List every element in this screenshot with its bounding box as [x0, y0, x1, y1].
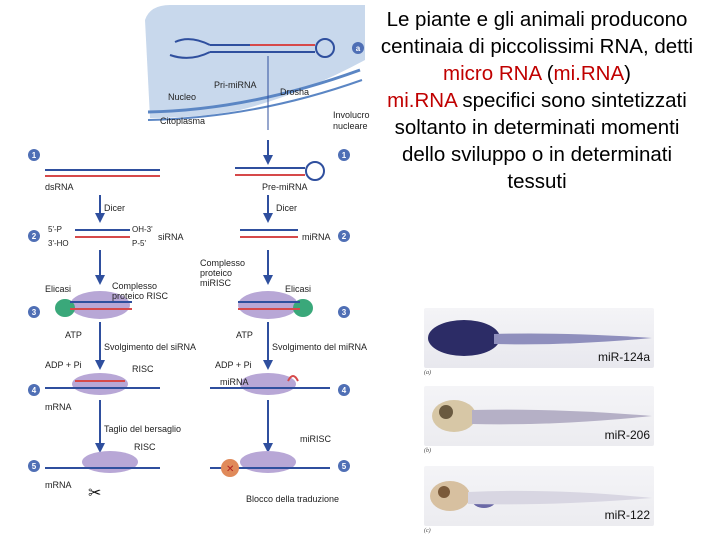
complesso-right-3: miRISC	[200, 278, 231, 288]
right-step-markers	[338, 149, 350, 472]
pre-mirna-label: Pre-miRNA	[262, 182, 308, 192]
mrna-left-4-label: mRNA	[45, 402, 72, 412]
mirisc-right-label: miRISC	[300, 434, 331, 444]
scissors-icon: ✂	[88, 485, 102, 502]
svg-text:4: 4	[341, 386, 347, 395]
embryo-photo-mir-206	[424, 386, 654, 446]
citoplasma-label: Citoplasma	[160, 116, 206, 126]
involucro-label-1: Involucro	[333, 110, 370, 120]
drosha-label: Drosha	[280, 87, 310, 97]
text-red-micro-rna: micro RNA	[443, 62, 541, 85]
atp-right-label: ATP	[236, 330, 253, 340]
adp-left-label: ADP + Pi	[45, 360, 82, 370]
blocco-label: Blocco della traduzione	[246, 494, 340, 504]
photo-label-a: miR-124a	[597, 350, 650, 364]
complesso-right-2: proteico	[200, 268, 233, 278]
photo-label-b: miR-206	[604, 428, 650, 442]
mirna-right-label: miRNA	[220, 377, 249, 387]
description-text	[372, 6, 702, 195]
svg-text:1: 1	[341, 151, 347, 160]
oh3-label: OH-3'	[132, 225, 153, 234]
dicer-right-label: Dicer	[276, 203, 298, 213]
mirna-duplex-label: miRNA	[302, 232, 331, 242]
p5-label: P-5'	[132, 239, 146, 248]
step-a-label: a	[355, 44, 361, 53]
mrna-left-5-label: mRNA	[45, 480, 72, 490]
risc-left-step4	[72, 373, 128, 395]
elicasi-left-label: Elicasi	[45, 284, 72, 294]
text-red-mirna-1: mi.RNA	[553, 62, 625, 85]
photo-label-c: miR-122	[604, 508, 650, 522]
dsrna-duplex	[45, 170, 160, 176]
svg-text:2: 2	[341, 232, 347, 241]
text-mid1: (	[541, 62, 554, 85]
svg-text:5: 5	[341, 462, 347, 471]
text-line1: Le piante e gli animali producono centinaia di piccolissimi RNA, detti	[380, 8, 694, 58]
mirisc-right-step5	[240, 451, 296, 473]
left-step-markers	[28, 149, 40, 472]
risc-left-5-label: RISC	[134, 442, 156, 452]
svg-text:3: 3	[31, 308, 37, 317]
svg-text:5: 5	[31, 462, 37, 471]
complesso-left-2: proteico RISC	[112, 291, 169, 301]
taglio-label: Taglio del bersaglio	[104, 424, 182, 434]
pre-mirna-hairpin	[235, 162, 324, 180]
risc-left-step5	[82, 451, 138, 473]
photo-sub-b: (b)	[424, 448, 431, 454]
involucro-label-2: nucleare	[333, 121, 368, 131]
embryo-photo-mir-124a	[424, 308, 654, 368]
dicer-left-label: Dicer	[104, 203, 126, 213]
text-mid2: )	[624, 62, 631, 85]
svg-text:1: 1	[31, 151, 37, 160]
risc-left-label: RISC	[132, 364, 154, 374]
embryo-photo-mir-122	[424, 466, 654, 526]
nucleo-label: Nucleo	[168, 92, 197, 102]
sirna-duplex	[75, 230, 130, 237]
svolgimento-left-label: Svolgimento del siRNA	[104, 342, 197, 352]
block-x-icon: ✕	[226, 464, 235, 475]
pri-mirna-label: Pri-miRNA	[214, 80, 257, 90]
elicasi-right-label: Elicasi	[285, 284, 312, 294]
complesso-left-1: Complesso	[112, 281, 158, 291]
five-p-label: 5'-P	[48, 225, 62, 234]
mirisc-complex-right	[238, 291, 298, 319]
svg-text:4: 4	[31, 386, 37, 395]
text-red-mirna-2: mi.RNA	[387, 89, 457, 112]
sirna-label: siRNA	[158, 232, 184, 242]
three-ho-label: 3'-HO	[48, 239, 69, 248]
atp-left-label: ATP	[65, 330, 82, 340]
photo-sub-a: (a)	[424, 370, 431, 376]
svolgimento-right-label: Svolgimento del miRNA	[272, 342, 368, 352]
complesso-right-1: Complesso	[200, 258, 246, 268]
photo-sub-c: (c)	[424, 528, 431, 534]
mirna-duplex	[240, 230, 298, 237]
dsrna-label: dsRNA	[45, 182, 74, 192]
text-line2: specifici sono sintetizzati soltanto in determinati momenti dello sviluppo o in determinati tessuti	[394, 89, 687, 193]
svg-text:3: 3	[341, 308, 347, 317]
adp-right-label: ADP + Pi	[215, 360, 252, 370]
svg-text:2: 2	[31, 232, 37, 241]
